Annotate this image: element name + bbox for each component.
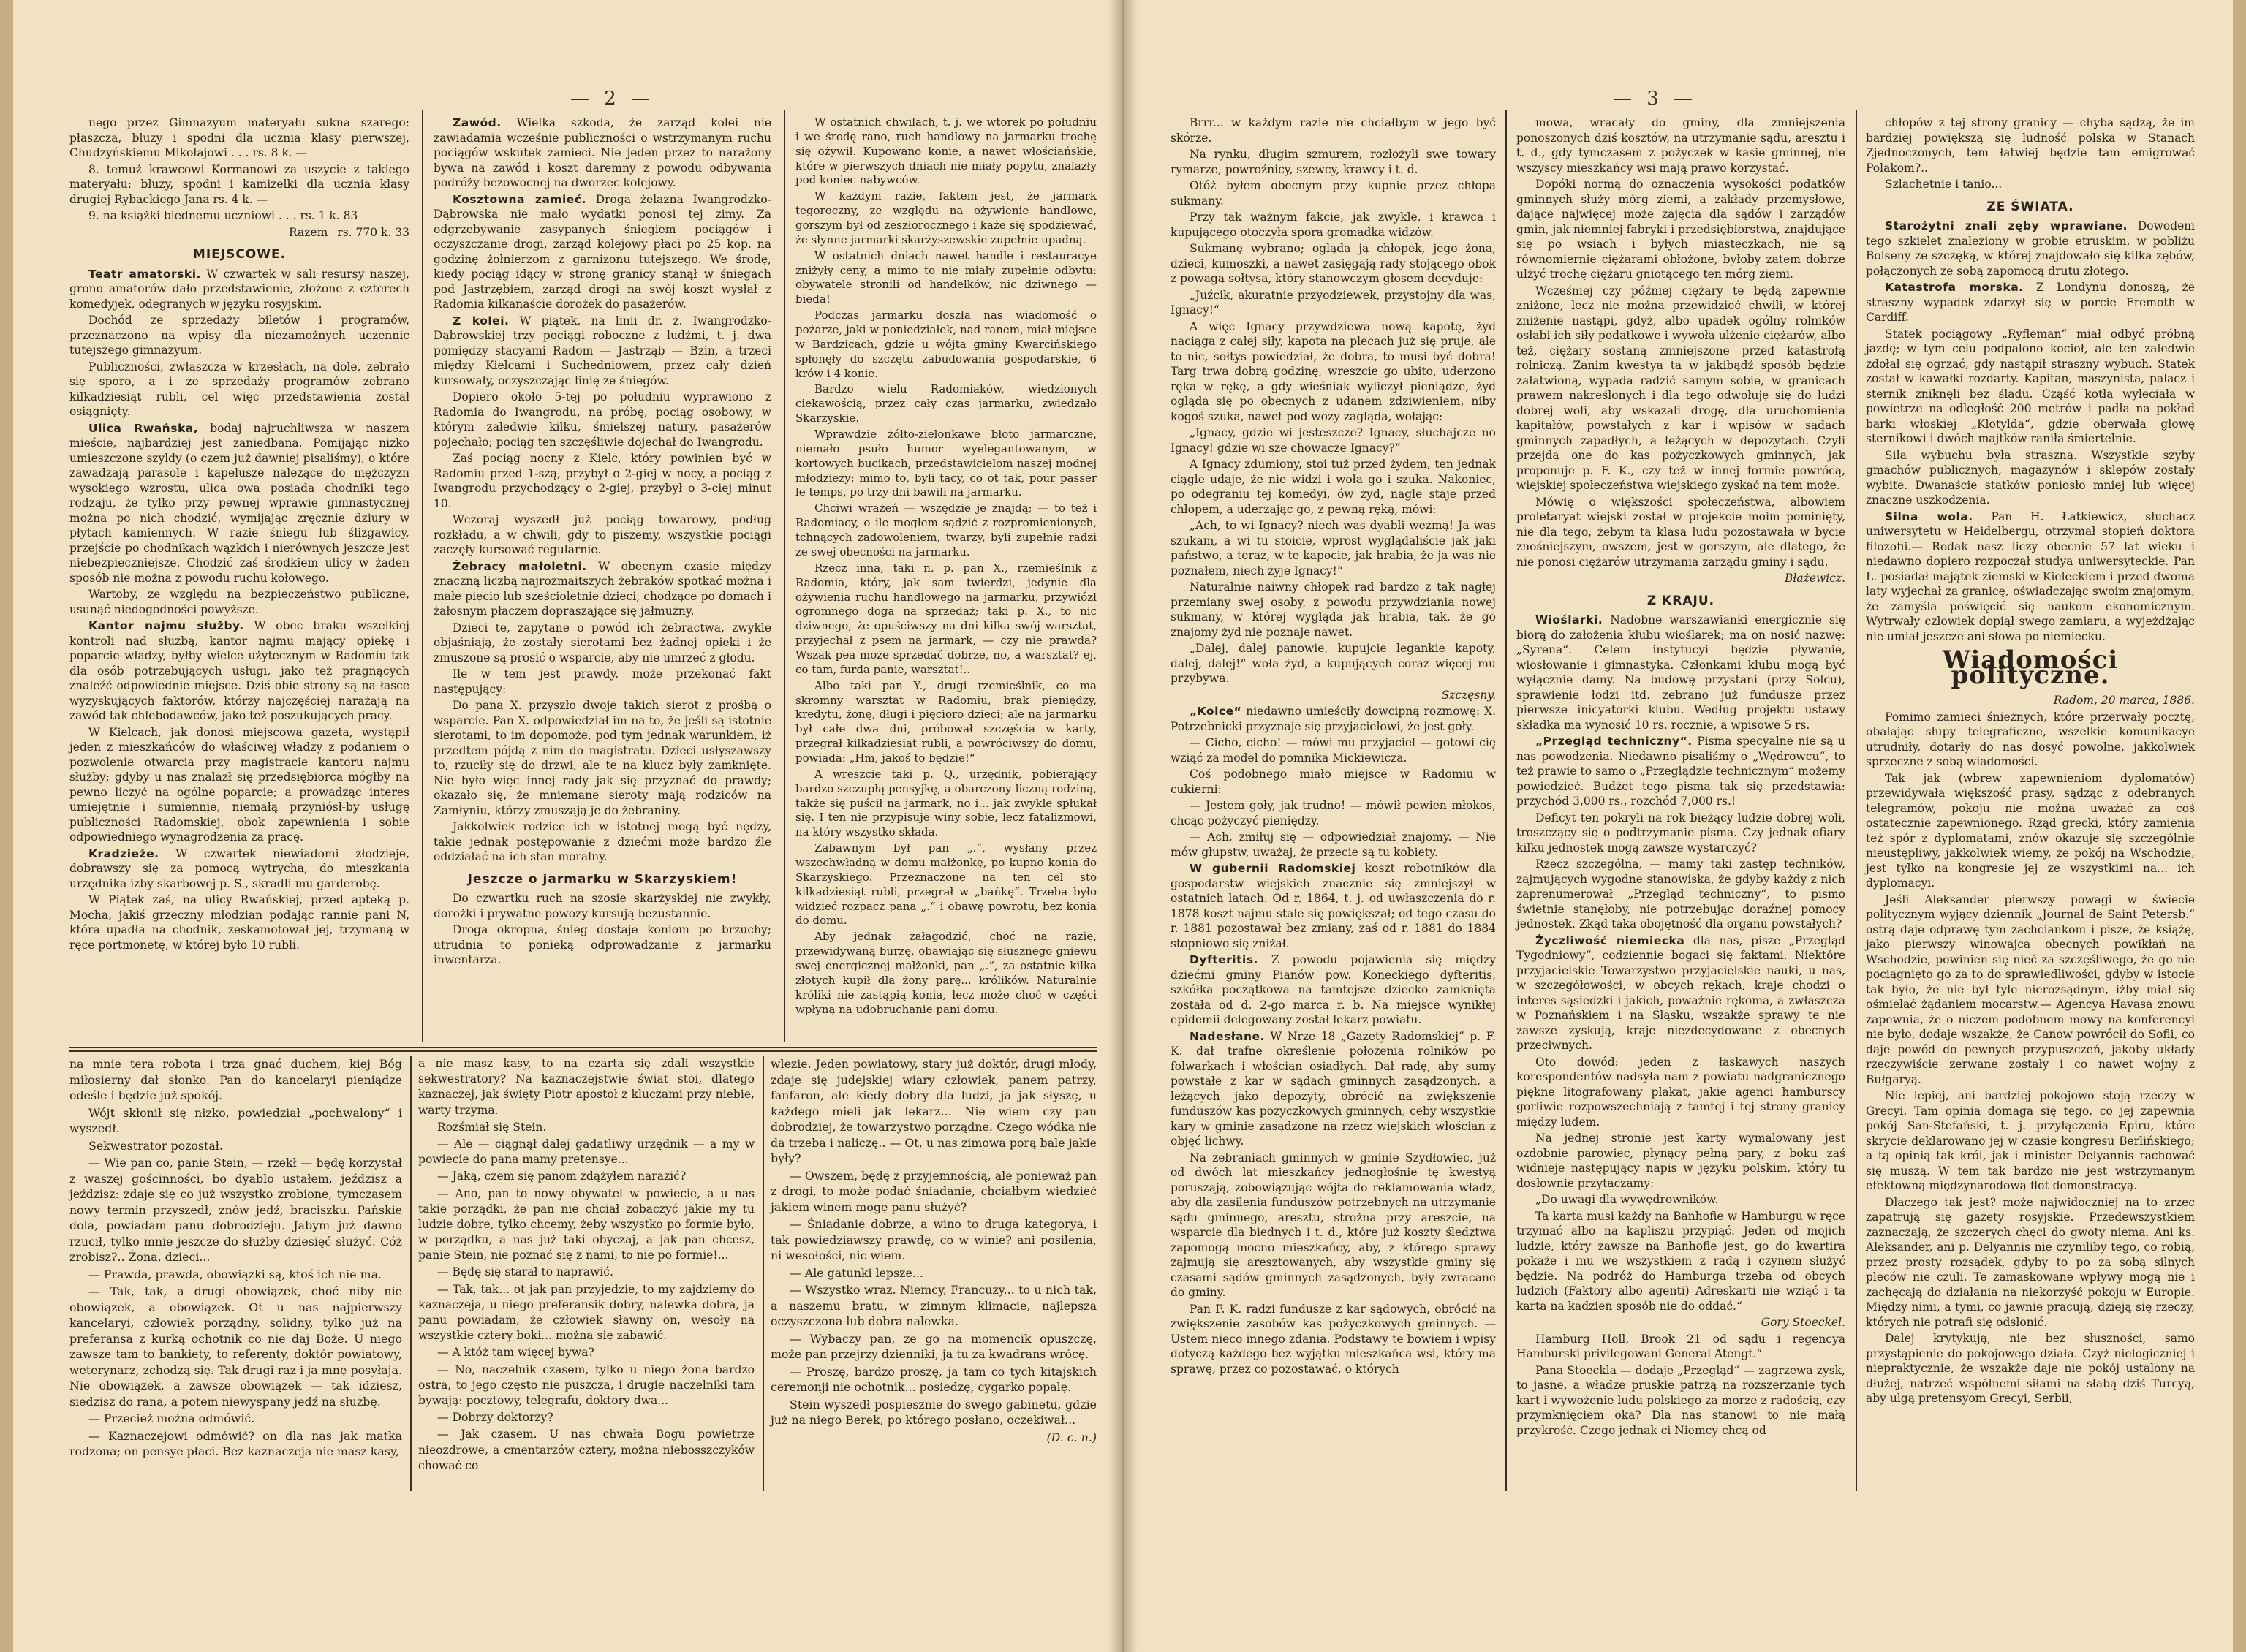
article-text: Aby jednak załagodzić, choć na razie, przewidywaną burzę, obawiając się słusznego gniewu swej energicznej małżonki, pan „.“, za ostatnie kilka złotych kupił dla żony parę... królików. Naturalnie króliki nie zastąpią konia, lecz może choć w części wpłyną na udobruchanie pani domu. bbox=[795, 930, 1097, 1016]
feuilleton-paragraph: — Przecież można odmówić. bbox=[88, 1412, 255, 1425]
article-paragraph bbox=[1516, 1363, 1845, 1439]
article-text: Rzecz inna, taki n. p. pan X., rzemieślnik z Radomia, który, jak sam twierdzi, jedynie dla ożywienia ruchu handlowego na jarmarku, przywiózł ogromnego doga na sprzedaż; taki p. X., to nic dziwnego, że opuściwszy na dni kilka swój warsztat, przyjechał z psem na jarmark, — czy nie prawda? Wszak pea może sprzedać dobrze, no, a warsztat? ej, co tam, furda panie, warsztat!.. bbox=[795, 561, 1097, 676]
article-text: Zaś pociąg nocny z Kielc, który powinien być w Radomiu przed 1-szą, przybył o 2-giej w nocy, a pociąg z Iwangrodu przychodzący o 2-giej, przybył o 3-ciej minut 10. bbox=[434, 452, 771, 510]
article-paragraph bbox=[1171, 518, 1496, 578]
article-paragraph bbox=[69, 725, 409, 845]
article-text: „Dalej, dalej panowie, kupujcie legankie kapoty, dalej, dalej!“ woła żyd, a kupujących coraz więcej mu przybywa. bbox=[1171, 642, 1496, 685]
article-paragraph bbox=[1516, 495, 1845, 570]
article-text: W czwartek w sali resursy naszej, grono amatorów dało przedstawienie, złożone z czterech komedyjek, odegranych w języku rosyjskim. bbox=[69, 267, 409, 311]
feuilleton-paragraph: — Wie pan co, panie Stein, — rzekł — będę korzystał z waszej gościnności, bo dyablo ustałem, jeździsz a jeździsz: zdaje się co już wszystko zrobione, tymczasem nowy termin przyszedł, znów jedź, braciszku. Pańskie dola, powiadam panu dobrodzieju. Jabym już dawno rzucił, tylko mnie jeszcze do służby dziesięć służyć. Cóż zrobisz?.. Żona, dzieci... bbox=[69, 1156, 402, 1264]
feuilleton-paragraph: — Proszę, bardzo proszę, ja tam co tych kitajskich ceremonji nie ochotnik... posiedzę, cygarko popalę. bbox=[771, 1364, 1097, 1394]
article-text: Statek pociągowy „Ryfleman“ miał odbyć próbną jazdę; w tym celu podpalono kocioł, ale ten zaledwie zdołał się ogrzać, gdy nastąpił straszny wybuch. Statek został w kawałki rozdarty. Kapitan, maszynista, palacz i sternik zniknęli bez śladu. Cząść kotła wyleciała w powietrze na odległość 200 metrów i padła na pokład barki włoskiej „Klotylda“, gdzie oberwała głowę sternikowi i dwóch majtków raniła śmiertelnie. bbox=[1866, 327, 2195, 445]
feuilleton-paragraph: — Tak, tak... ot jak pan przyjedzie, to my zajdziemy do kaznaczeja, u niego preferansik dobry, nalewka dobra, ja panu powiadam, że człowiek sławny on, wesoły na wszystkie cztery boki... można się zabawić. bbox=[418, 1282, 755, 1343]
article-lead: Dyfteritis. bbox=[1190, 953, 1258, 966]
article-text: Bardzo wielu Radomiaków, wiedzionych ciekawością, przez cały czas jarmarku, zwiedzało Skarzyskie. bbox=[795, 382, 1097, 425]
article-paragraph bbox=[1866, 1331, 2195, 1406]
left-column-2 bbox=[434, 115, 771, 969]
article-text: Rzecz szczególna, — mamy taki zastęp techników, zajmujących wygodne stanowiska, że gdyby każdy z nich zaprenumerował „Przegląd techniczny“, to pismo świetnie stanęłoby, nie potrzebując doraźnej pomocy jednostek. Zkąd taka obojętność dla organu powstałych? bbox=[1516, 857, 1845, 931]
article-paragraph bbox=[434, 698, 771, 818]
article-paragraph bbox=[1171, 1302, 1496, 1377]
article-paragraph bbox=[434, 390, 771, 450]
feuilleton-column-1 bbox=[69, 1056, 402, 1461]
page-fold bbox=[1108, 0, 1138, 1652]
right-page-number: — 3 — bbox=[1613, 88, 1698, 110]
article-paragraph bbox=[1516, 734, 1845, 809]
article-paragraph bbox=[795, 501, 1097, 559]
article-text: Wartoby, ze względu na bezpieczeństwo publiczne, usunąć niedogodności powyższe. bbox=[69, 588, 409, 616]
feuilleton-paragraph: Sekwestrator pozostał. bbox=[88, 1138, 223, 1153]
article-paragraph bbox=[795, 382, 1097, 426]
column-rule bbox=[763, 1056, 764, 1491]
article-text: Pana Stoeckla — dodaje „Przegląd“ — zagrzewa zysk, to jasne, a władze pruskie patrzą na rozszerzanie tych kart i wywożenie ludu polskiego za morze z radością, czy przymknięciem oka? Dla nas stanowi to nie małą przykrość. Czego jednak ci Niemcy chcą od bbox=[1516, 1363, 1845, 1437]
feuilleton-paragraph: — Dobrzy doktorzy? bbox=[437, 1411, 553, 1425]
feuilleton-paragraph: — Ale — ciągnął dalej gadatliwy urzędnik — a my w powiecie do pana mamy pretensye... bbox=[418, 1137, 755, 1167]
article-paragraph bbox=[795, 768, 1097, 840]
article-paragraph bbox=[1866, 1088, 2195, 1194]
section-heading: Z KRAJU. bbox=[1646, 593, 1715, 608]
article-paragraph bbox=[1516, 1131, 1845, 1191]
article-text: W obecnym czasie między znaczną liczbą najrozmaitszych żebraków spotkać można i małe pięcio lub sześcioletnie dzieci, chodzące po domach i żałosnym płaczem dopraszające się jałmużny. bbox=[434, 559, 772, 618]
article-paragraph bbox=[1866, 177, 2195, 192]
article-paragraph bbox=[434, 192, 771, 312]
section-heading-local: MIEJSCOWE. bbox=[192, 247, 287, 262]
article-text: Chciwi wrażeń — wszędzie je znajdą; — to też i Radomiacy, o ile mogłem sądzić z rozpromienionych, tchnących zadowoleniem, twarzy, byli zupełnie radzi ze swej obecności na jarmarku. bbox=[795, 501, 1097, 558]
article-paragraph bbox=[1866, 219, 2195, 279]
article-paragraph bbox=[1171, 861, 1496, 951]
feuilleton-paragraph: — Wszystko wraz. Niemcy, Francuzy... to u nich tak, a naszemu bratu, w zimnym klimacie, najlepsza oczyszczona lub dobra nalewka. bbox=[771, 1283, 1097, 1328]
article-paragraph bbox=[1171, 641, 1496, 686]
article-lead: Teatr amatorski. bbox=[88, 267, 201, 281]
article-text: Dalej krytykują, nie bez słuszności, samo przystąpienie do pokojowego działa. Czyż nielogiczniej i niepraktycznie, że wszakże daje nie pokój ustalony na dłużej, natrzeć wspólnemi siłami na słabą dziś Turcyą, aby ulgą pretensyom Grecyi, Serbii, bbox=[1866, 1332, 2195, 1405]
article-lead: Kantor najmu służby. bbox=[88, 619, 244, 632]
feuilleton-paragraph: — Prawda, prawda, obowiązki są, ktoś ich nie ma. bbox=[88, 1267, 382, 1281]
article-paragraph bbox=[795, 189, 1097, 247]
feuilleton-paragraph: — Jaką, czem się panom zdążyłem narazić? bbox=[437, 1170, 687, 1183]
article-lead: Nadesłane. bbox=[1190, 1029, 1265, 1043]
feuilleton-column-3 bbox=[771, 1056, 1097, 1447]
article-paragraph bbox=[1866, 509, 2195, 645]
byline: Radom, 20 marca, 1886. bbox=[2053, 694, 2195, 707]
left-column-3 bbox=[795, 115, 1097, 1018]
article-text: Dlaczego tak jest? może najwidoczniej na to zrzec zapatrują się gazety rosyjskie. Przedewszystkiem zaznaczają, że szczerych chęci do gwoty niema. Ani ks. Aleksander, ani p. Delyannis nie czyniliby tego, co robią, przez prosty rozsądek, gdyby to po za sobą silnych pleców nie czuli. Te zamaskowane wpływy mogą nie i zachęcają do działania na niekorzyść pokoju w Europie. Między nimi, a tymi, co jawnie pracują, dzieją się rzeczy, których nie potrafi się odsłonić. bbox=[1866, 1195, 2195, 1329]
left-page-number: — 2 — bbox=[570, 88, 655, 110]
article-paragraph bbox=[1516, 857, 1845, 932]
left-column-1 bbox=[69, 115, 409, 954]
article-text: Wielka szkoda, że zarząd kolei nie zawiadamia wcześnie publiczności o wstrzymanym ruchu pociągów wskutek zamieci. Nie jeden przez to narażony bywa na zawód i koszt daremny z powodu odbywania podróży bezowocnej na dworzec kolejowy. bbox=[434, 116, 771, 189]
article-text: Hamburg Holl, Brook 21 od sądu i regencya Hamburski privilegowani General Atengt.“ bbox=[1516, 1332, 1845, 1360]
article-text: A wreszcie taki p. Q., urzędnik, pobierający bardzo szczupłą pensyjkę, a obarczony liczną rodziną, także się puścił na jarmark, no i... jak zwykle spłukał się. I ten nie przypisuje winy sobie, lecz fatalizmowi, na który wszystko składa. bbox=[795, 767, 1097, 839]
article-paragraph bbox=[434, 891, 771, 921]
article-text: Publiczności, zwłaszcza w krzesłach, na dole, zebrało się sporo, a i ze sprzedaży programów zebrano kilkadziesiąt rubli, cel więc przedstawienia został osiągnięty. bbox=[69, 360, 409, 418]
list-item: 8. temuż krawcowi Kormanowi za uszycie z takiego materyału: bluzy, spodni i kamizelki dla ucznia klasy drugiej Rybackiego Jana rs. 4 k. — bbox=[69, 162, 409, 206]
article-paragraph bbox=[1171, 115, 1496, 145]
article-text: Otóż byłem obecnym przy kupnie przez chłopa sukmany. bbox=[1171, 179, 1496, 208]
article-paragraph bbox=[1516, 811, 1845, 856]
article-paragraph bbox=[69, 267, 409, 312]
article-text: Dochód ze sprzedaży biletów i programów, przeznaczono na wpisy dla niezamożnych uczennic tutejszego gimnazyum. bbox=[69, 314, 409, 357]
article-text: Podczas jarmarku doszła nas wiadomość o pożarze, jaki w poniedziałek, nad ranem, miał miejsce w Bardzicach, gdzie u wójta gminy Kwarcińskiego spłonęły do szczętu zabudowania gospodarskie, 6 krów i 4 konie. bbox=[795, 308, 1097, 380]
article-text: Naturalnie naiwny chłopek rad bardzo z tak nagłej przemiany swej osoby, z powodu przywdziania nowej sukmany, w której wygląda jak hrabia, tak, że go znajomy żyd nie poznaje nawet. bbox=[1171, 580, 1496, 639]
article-paragraph bbox=[434, 621, 771, 666]
list-item: 9. na książki biednemu uczniowi . . . rs. 1 k. 83 bbox=[88, 209, 358, 222]
article-text: dla nas, pisze „Przegląd Tygodniowy“, codziennie bogaci się faktami. Niektóre przyjacielskie Towarzystwo przyjacielskie nauki, u nas, w szczegółowości, w obcych rękach, kraje chodzi o interes sąsiedzki i jakich, poważnie rękoma, a zwłaszcza w Poznańskiem i na Śląsku, wszakże sprawy te nie zawsze zyskują, kraje niezdecydowane z obecnych przeciwnych. bbox=[1516, 933, 1845, 1052]
feuilleton-paragraph: Rozśmiał się Stein. bbox=[437, 1120, 547, 1134]
article-paragraph bbox=[69, 587, 409, 617]
article-paragraph bbox=[69, 313, 409, 358]
article-paragraph bbox=[434, 115, 771, 191]
article-text: W ostatnich chwilach, t. j. we wtorek po południu i we środę rano, ruch handlowy na jarmarku trochę się ożywił. Kupowano konie, a nawet włościańskie, które w pierwszych dniach nie miały popytu, znalazły pod koniec nabywców. bbox=[795, 115, 1097, 187]
feuilleton-paragraph: Stein wyszedł pospiesznie do swego gabinetu, gdzie już na niego Berek, po którego posłano, oczekiwał... bbox=[771, 1397, 1097, 1427]
article-text: Do czwartku ruch na szosie skarżyskiej nie zwykły, dorożki i prywatne powozy kursują bezustannie. bbox=[434, 892, 771, 920]
right-page-edge bbox=[2233, 0, 2246, 1652]
article-paragraph bbox=[434, 314, 771, 389]
article-paragraph bbox=[1516, 1055, 1845, 1130]
article-text: Przy tak ważnym fakcie, jak zwykle, i krawca i kupującego otoczyła spora gromadka widzów. bbox=[1171, 211, 1496, 239]
feuilleton-rule bbox=[69, 1050, 1097, 1052]
article-text: Ile w tem jest prawdy, może przekonać fakt następujący: bbox=[434, 667, 771, 696]
article-paragraph bbox=[1171, 288, 1496, 318]
article-paragraph bbox=[1171, 1151, 1496, 1300]
article-paragraph bbox=[1171, 735, 1496, 765]
article-text: W Piątek zaś, na ulicy Rwańskiej, przed apteką p. Mocha, jakiś grzeczny młodzian podając rannie pani N, która upadła na chodnik, zeskamotował jej, trzymaną w ręce portmonetę, w której było 10 rubli. bbox=[69, 893, 409, 952]
article-text: Na zebraniach gminnych w gminie Szydłowiec, już od dwóch lat mieszkańcy jednogłośnie tę kwestyą poruszają, zobowiązując wójta do reklamowania władz, aby dla zasilenia funduszów potrzebnych na utrzymanie sądu gminnego, aresztu, strożna przy areszcie, na wsparcie dla biednych i t. d., które już koszty śledztwa zapomogą mocno mieszkańcy, aby, z którego sprawy zajmują się aresztowanych, aby wszystkie gminy się czasami sądów gminnych zasądzonych, były zwracane do gminy. bbox=[1171, 1151, 1496, 1299]
column-rule bbox=[410, 1056, 412, 1491]
article-lead: Katastrofa morska. bbox=[1885, 281, 2024, 294]
article-text: Dzieci te, zapytane o powód ich żebractwa, zwykle objaśniają, że zostały sierotami bez żadnej opieki i że zmuszone są prosić o wsparcie, aby nie umrzeć z głodu. bbox=[434, 621, 771, 664]
feuilleton-paragraph: na mnie tera robota i trza gnać duchem, kiej Bóg miłosierny dał słonko. Pan do kancelaryi pieniądze odeśle i będzie już spokój. bbox=[69, 1057, 402, 1102]
article-lead: Ulica Rwańska, bbox=[88, 421, 199, 435]
article-paragraph bbox=[1171, 457, 1496, 517]
article-paragraph bbox=[1866, 710, 2195, 770]
article-text: Dowodem tego szkielet znaleziony w grobie etruskim, w pobliżu Bolseny ze szczęką, w której znajdowało się kilka zębów, połączonych ze sobą zapomocą drutu złotego. bbox=[1866, 219, 2195, 278]
right-page bbox=[1123, 0, 2246, 1652]
byline: Szczęsny. bbox=[1441, 688, 1496, 702]
feuilleton-column-3-text bbox=[771, 1056, 1097, 1428]
article-text: A Ignacy zdumiony, stoi tuż przed żydem, ten jednak ciągle udaje, że nie widzi i woła go i szuka. Nakoniec, po odegraniu tej komedyi, ów żyd, nagle staje przed chłopem, a uderzając go, z pewną ręką, mówi: bbox=[1171, 458, 1496, 516]
feuilleton-paragraph: Wójt skłonił się nizko, powiedział „pochwalony“ i wyszedł. bbox=[69, 1105, 402, 1135]
article-lead: Kradzieże. bbox=[88, 846, 159, 860]
article-text: Nadobne warszawianki energicznie się biorą do założenia klubu wioślarek; ma on nosić nazwę: „Syrena“. Celem instytucyi będzie pływanie, wiosłowanie i gimnastyka. Członkami klubu mogą być wyłącznie damy. Na budowę przystani (przy Solcu), sprawienie łodzi itd. zebrano już fundusze przez pierwsze inicyatorki klubu. Według projektu ustawy składka ma wynosić 10 rs. rocznie, a wpisowe 5 rs. bbox=[1516, 613, 1845, 732]
right-column-3 bbox=[1866, 115, 2195, 1408]
article-lead: Kosztowna zamieć. bbox=[453, 192, 586, 206]
left-page-edge bbox=[0, 0, 13, 1652]
article-text: Zabawnym był pan „.“, wysłany przez wszechwładną w domu małżonkę, po kupno konia do Skarzyskiego. Przeznaczone na ten cel sto kilkadziesiąt rubli, przegrał w „bańkę“. Trzeba było widzieć rozpacz pana „.“ i obawę powrotu, bez konia do domu. bbox=[795, 841, 1097, 928]
article-lead: Wioślarki. bbox=[1535, 613, 1603, 626]
feuilleton-paragraph: — A któż tam więcej bywa? bbox=[437, 1346, 594, 1360]
column-rule bbox=[1505, 110, 1507, 1491]
article-paragraph bbox=[434, 819, 771, 865]
article-lead: Życzliwość niemiecka bbox=[1535, 933, 1685, 947]
article-text: Deficyt ten pokryli na rok bieżący ludzie dobrej woli, troszczący się o podtrzymanie pisma. Czy jednak ofiary kilku jednostek mogą zawsze wystarczyć? bbox=[1516, 811, 1845, 855]
article-text: — Ach, zmiłuj się — odpowiedział znajomy. — Nie mów głupstw, uważaj, że przecie są tu kobiety. bbox=[1171, 830, 1496, 859]
article-paragraph bbox=[1866, 771, 2195, 891]
article-paragraph bbox=[795, 308, 1097, 381]
feuilleton-paragraph: — Śniadanie dobrze, a wino to druga kategorya, i tak powiedziawszy prawdę, co w winie? ani posilenia, ni wesołości, nic wiem. bbox=[771, 1217, 1097, 1262]
article-paragraph bbox=[795, 930, 1097, 1017]
feuilleton-column-2 bbox=[418, 1056, 755, 1475]
article-paragraph bbox=[795, 249, 1097, 307]
article-paragraph bbox=[434, 451, 771, 511]
article-text: Albo taki pan Y., drugi rzemieślnik, co ma skromny warsztat w Radomiu, brak pieniędzy, kredytu, żonę, długi i pięcioro dzieci; ale na jarmarku był całe dwa dni, próbował szczęścia w karty, przegrał kilkadziesiąt rubli, a powróciwszy do domu, powiada: „Hm, jakoś to będzie!“ bbox=[795, 678, 1097, 765]
article-paragraph bbox=[1516, 1209, 1845, 1314]
article-text: W piątek, na linii dr. ż. Iwangrodzko-Dąbrowskiej trzy pociągi roboczne z ludźmi, t. j. dwa pomiędzy stacyami Radom — Jastrząb — Bzin, a trzeci między Kielcami i Suchedniowem, przez cały dzień kursowały, oczyszczając linię ze śniegów. bbox=[434, 314, 772, 387]
article-paragraph bbox=[1171, 147, 1496, 177]
article-text: W Kielcach, jak donosi miejscowa gazeta, wystąpił jeden z mieszkańców do właściwej władzy z podaniem o pozwolenie otwarcia przy magistracie kantoru najmu służby; gdyby u nas znalazł się przedsiębiorca mógłby na pewno liczyć na ogólne poparcie; a prowadząc interes umiejętnie i sumiennie, niemałą przyniósł-by usługę publiczności Radomskiej, obok zapewnienia i sobie odpowiedniego wynagrodzenia za pracę. bbox=[69, 725, 409, 844]
article-text: „Ach, to wi Ignacy? niech was dyabli wezmą! Ja was szukam, a wi tu stoicie, wprost wyglądaliście jak jaki państwo, a teraz, w te kapocie, jak hrabia, że ja was nie poznałem, niech żyje Ignacy!“ bbox=[1171, 519, 1496, 577]
article-lead: „Kolce“ bbox=[1190, 705, 1242, 718]
byline: Błażewicz. bbox=[1785, 572, 1845, 585]
article-paragraph bbox=[434, 667, 771, 697]
article-paragraph bbox=[1516, 177, 1845, 282]
article-paragraph bbox=[1171, 767, 1496, 797]
feuilleton-paragraph: — Wybaczy pan, że go na momencik opuszczę, może pan przejrzy dzienniki, ja tu za kwadrans wrócę. bbox=[771, 1331, 1097, 1361]
article-lead: Silna wola. bbox=[1885, 509, 1973, 523]
article-text: W ostatnich dniach nawet handle i restauracye zniżyły ceny, a mimo to nie miały zupełnie odbytu: obywatele stronili od handelków, nic dziwnego — bieda! bbox=[795, 249, 1097, 306]
article-text: Pomimo zamieci śnieżnych, które przerwały pocztę, obalając słupy telegraficzne, wszelkie komunikacye utrudniły, dotarły do nas dosyć powolne, jakkolwiek sprzeczne z sobą wiadomości. bbox=[1866, 710, 2195, 768]
article-text: — Cicho, cicho! — mówi mu przyjaciel — gotowi cię wziąć za model do pomnika Mickiewicza. bbox=[1171, 736, 1496, 765]
article-paragraph bbox=[795, 115, 1097, 188]
article-text: Na jednej stronie jest karty wymalowany jest ozdobnie parowiec, płynący pełną pary, z boku zaś widnieje następujący napis w języku polskim, który tu dosłownie przytaczamy: bbox=[1516, 1132, 1845, 1190]
article-paragraph bbox=[434, 922, 771, 968]
article-paragraph bbox=[1866, 115, 2195, 175]
article-lead: „Przegląd techniczny“. bbox=[1535, 735, 1693, 748]
article-paragraph bbox=[69, 846, 409, 892]
column-rule bbox=[1856, 110, 1857, 1491]
article-paragraph bbox=[69, 618, 409, 724]
feuilleton-rule bbox=[69, 1047, 1097, 1048]
feuilleton-paragraph: — Tak, tak, a drugi obowiązek, choć niby nie obowiązek, a obowiązek. Ot u nas najpierwszy kancelaryi, człowiek porządny, solidny, tylko już na preferansa z kurką ochotnik co nie daj Boże. U niego zawsze tam to bankiety, to referenty, doktór powiatowy, weterynarz, zchodzą się. Tak drugi raz i ja mnę posyłają. Nie obowiązek, a zawsze obowiązek — tak idziesz, siedzisz do rana, a potem niewyspany jedź na służbę. bbox=[69, 1284, 402, 1409]
article-paragraph bbox=[795, 679, 1097, 766]
article-text: Wczoraj wyszedł już pociąg towarowy, podług rozkładu, a w chwili, gdy to piszemy, wszystkie pociągi zaczęły kursować regularnie. bbox=[434, 513, 771, 556]
article-text: Wprawdzie żółto-zielonkawe błoto jarmarczne, niemało psuło humor wyelegantowanym, w kortowych bucikach, przedstawicielom naszej modnej młodzieży: mimo to, byli tacy, co ot tak, pour passer le temps, po trzy dni bawili na jarmarku. bbox=[795, 428, 1097, 499]
article-text: Ta karta musi każdy na Banhofie w Hamburgu w ręce trzymać albo na kapliszu przypiąć. Jeden od mojich ludzie, który zawsze na Banhofie jest, go do kwartira pokaże i mu we wszystkiem z radą i czynem służyć będzie. Na podróż do Hamburga trzeba od obcych ludzich (Faktory albo agenti) Adreskarti nie wziąć i ta karta na kadzien sposób nie do oddać.“ bbox=[1516, 1209, 1845, 1313]
article-text: Droga żelazna Iwangrodzko-Dąbrowska nie mało wydatki ponosi tej zimy. Za odgrzebywanie zasypanych śniegiem pociągów i oczyszczanie drogi, zarząd kolejowy płaci po 25 kop. na godzinę żołnierzom z garnizonu tutejszego. We środę, kiedy pociąg idący w stronę granicy stanął w śniegach pod Jastrzębiem, zarząd drogi na swój koszt wysłał z Radomia kilkanaście dorożek do pasażerów. bbox=[434, 192, 771, 311]
article-text: W każdym razie, faktem jest, że jarmark tegoroczny, ze względu na ożywienie handlowe, gorszym był od zeszłorocznego i każe się spodziewać, że słynne jarmarki skarżyszewskie zupełnie upadną. bbox=[795, 189, 1097, 246]
article-text: Dopiero około 5-tej po południu wyprawiono z Radomia do Iwangrodu, na próbę, pociąg osobowy, w którym zaledwie kilku, śmielszej natury, pasażerów pojechało; pociąg ten szczęśliwie dojechał do Iwangrodu. bbox=[434, 390, 771, 449]
article-text: bodaj najruchliwsza w naszem mieście, najbardziej jest zaniedbana. Pomijając nizko umieszczone szyldy (o czem już dawniej pisaliśmy), o które zawadzają parasole i kapelusze należące do mężczyzn wysokiego wzrostu, ulica owa posiada chodniki tego rodzaju, że tylko przy pewnej wprawie gimnastycznej można po nich chodzić, wymijając zręcznie dziury w płytach kamiennych. W razie śniegu lub ślizgawicy, przejście po chodnikach wązkich i nierównych jeszcze jest niebezpieczniejsze. Chodzić zaś środkiem ulicy w żaden sposób nie można z powodu ruchu kołowego. bbox=[69, 421, 410, 585]
article-paragraph bbox=[1171, 830, 1496, 860]
article-paragraph bbox=[1171, 319, 1496, 425]
article-lead: Z kolei. bbox=[453, 314, 510, 327]
article-text: Jeśli Aleksander pierwszy powagi w świecie politycznym wyjący dziennik „Journal de Saint Petersb.“ ostrą daje odprawę tym zachciankom i pisze, że książę, jako pierwszy winowajca obecnych powikłań na Wschodzie, powinien się nieć za szczęśliwego, że go nie pociągnięto go za to do sprawiedliwości, gdyby w istocie tak było, że nie był tyle nierozsądnym, iżby miał się ośmielać żądaniem mocarstw.— Agencya Havasa znowu zapewnia, że o niczem podobnem mowy na konferencyi nie było, dodaje wszakże, że Canow powrócił do Sofii, co daje powód do pewnych przypuszczeń, jakoby układy rzeczywiście zerwane zostały i co nawet wojny z Bułgaryą. bbox=[1866, 893, 2195, 1086]
right-column-1 bbox=[1171, 115, 1496, 1378]
article-paragraph bbox=[1171, 704, 1496, 734]
article-text: mowa, wracały do gminy, dla zmniejszenia ponoszonych dziś kosztów, na utrzymanie sądu, aresztu i t. d., gdy tymczasem z pożyczek w kasie gminnej, nie wszyscy mieszkańcy wsi mają prawo korzystać. bbox=[1516, 116, 1845, 175]
article-text: Pan F. K. radzi fundusze z kar sądowych, obrócić na zwiększenie zasobów kas pożyczkowych gminnych. — Ustem nieco innego zdania. Podstawy te bowiem i wpisy dotyczą każdego bez wyjątku mieszkańca wsi, który ma sprawę, przez co pozostawać, o których bbox=[1171, 1302, 1496, 1376]
article-text: Pan H. Łatkiewicz, słuchacz uniwersytetu w Heidelbergu, otrzymał stopień doktora filozofii.— Rodak nasz liczy obecnie 57 lat wieku i niedawno dopiero rozpoczął studya uniwersyteckie. Pan Ł. posiadał majątek ziemski w Kieleckiem i przed dwoma laty wyjechał za granicę, oświadczając swoim znajomym, że zamyśla poświęcić się naukom ekonomicznym. Wytrwały człowiek dopiął swego zamiaru, a wyjeżdżając nie umiał jeszcze ani słowa po niemiecku. bbox=[1866, 509, 2195, 643]
article-lead: Żebracy małoletni. bbox=[453, 559, 587, 573]
feuilleton-paragraph: — Ale gatunki lepsze... bbox=[790, 1265, 923, 1280]
article-lead: Starożytni znali zęby wprawiane. bbox=[1885, 219, 2128, 232]
byline: Gory Stoeckel. bbox=[1761, 1316, 1845, 1329]
article-text: Oto dowód: jeden z łaskawych naszych korespondentów nadsyła nam z powiatu nadgranicznego piękne litografowany plakat, jakie agenci hamburscy gorliwie rozpowszechniają z tamtej i tej strony granicy między ludem. bbox=[1516, 1055, 1845, 1129]
article-paragraph bbox=[1866, 893, 2195, 1088]
article-paragraph bbox=[795, 841, 1097, 928]
column-rule bbox=[784, 110, 785, 1042]
article-text: W czwartek niewiadomi złodzieje, dobrawszy się za pomocą wytrycha, do mieszkania urzędnika izby skarbowej p. S., skradli mu garderobę. bbox=[69, 846, 409, 890]
article-paragraph bbox=[1516, 1192, 1845, 1208]
list-item: nego przez Gimnazyum materyału sukna szarego: płaszcza, bluzy i spodni dla ucznia klasy pierwszej, Chudzyńskiemu Mikołajowi . . . rs. 8 k. — bbox=[69, 116, 409, 159]
article-text: Na rynku, długim szmurem, rozłożyli swe towary rymarze, powroźnicy, szewcy, krawcy i t. d. bbox=[1171, 148, 1496, 176]
article-text: Pisma specyalne nie są u nas powodzenia. Niedawno pisaliśmy o „Wędrowcu“, to też prawie to samo o „Przeglądzie technicznym“ możemy powiedzieć. Budżet tego pisma tak się przedstawia: przychód 3,000 rs., rozchód 7,000 rs.! bbox=[1516, 735, 1846, 808]
article-paragraph bbox=[1866, 280, 2195, 325]
column-rule bbox=[422, 110, 423, 1042]
article-text: Coś podobnego miało miejsce w Radomiu w cukierni: bbox=[1171, 768, 1496, 796]
article-paragraph bbox=[1516, 1332, 1845, 1362]
article-paragraph bbox=[1171, 952, 1496, 1028]
article-paragraph bbox=[1171, 580, 1496, 640]
article-paragraph bbox=[1516, 115, 1845, 175]
expense-total-label: Razem bbox=[289, 225, 328, 239]
article-text: Jakkolwiek rodzice ich w istotnej mogą być nędzy, takie jednak postępowanie z dziećmi może bardzo źle oddziałać na ich stan moralny. bbox=[434, 820, 771, 863]
political-news-title: Wiadomości polityczne. bbox=[1942, 645, 2119, 690]
article-paragraph bbox=[1516, 284, 1845, 493]
to-be-continued: (D. c. n.) bbox=[1046, 1430, 1097, 1444]
article-text: Dopóki normą do oznaczenia wysokości podatków gminnych służy mórg ziemi, a zakłady przemysłowe, dające najwięcej może zajęcia dla sądów i zarządów gmin, jak niemniej fabryki i przedsiębiorstwa, znajdujące się po wsiach i byłych miasteczkach, nie są równomiernie ciężarami obłożone, byłoby zatem dobrze ulżyć trochę ciężaru gniotącego ten mórg ziemi. bbox=[1516, 178, 1845, 281]
article-text: Mówię o większości społeczeństwa, albowiem proletaryat wiejski został w projekcie moim pominięty, nie dla tego, żebym ta klasa ludu pozostawała w bycie znośniejszym, owszem, jest w gorszym, ale dlatego, że nie ponosi ciężarów utrzymania zarządu gminy i sądu. bbox=[1516, 495, 1845, 569]
article-text: A więc Ignacy przywdziewa nową kapotę, żyd naciąga z całej siły, kapota na plecach już się pruje, ale to nic, sołtys powiedział, że dobra, to musi być dobra! Targ trwa dobrą godzinę, wreszcie go ubito, uderzono ręka w rękę, a gdy wieśniak wyliczył pieniądze, żyd ogląda się po obecnych z udanem zdziwieniem, niby kogoś szuka, nawet pod wozy zagląda, wołając: bbox=[1171, 319, 1496, 423]
article-paragraph bbox=[1171, 241, 1496, 287]
section-heading: Jeszcze o jarmarku w Skarzyskiem! bbox=[467, 871, 738, 887]
article-paragraph bbox=[1866, 327, 2195, 447]
article-paragraph bbox=[434, 512, 771, 558]
local-news-body bbox=[69, 267, 409, 953]
article-text: Do pana X. przyszło dwoje takich sierot z prośbą o wsparcie. Pan X. odpowiedział im na to, że jeśli są istotnie sierotami, to im dopomoże, pod tym jednak warunkiem, iż przedtem pójdą z nim do magistratu. Dzieci usłyszawszy to, rzuciły się do drzwi, ale te na klucz były zamknięte. Nie było więc innej rady jak się przyznać do prawdy; okazało się, że mniemane sieroty mają rodziców na Zamłyniu, którzy zmuszają je do żebraniny. bbox=[434, 699, 771, 817]
article-text: Nie lepiej, ani bardziej pokojowo stoją rzeczy w Grecyi. Tam opinia domaga się tego, co jej zapewnia pokój San-Stefański, t. j. przyłączenia Epiru, które skrycie deklarowano jej w czasie kongresu Berlińskiego; a tą opinią tak król, jak i minister Delyannis rachować się muszą. W tem tak bardzo nie jest wstrzymanym efektowną międzynarodową flot demonstracyą. bbox=[1866, 1089, 2195, 1192]
article-text: „Juźcik, akuratnie przyodziewek, przystojny dla was, Ignacy!“ bbox=[1171, 288, 1496, 317]
article-text: „Ignacy, gdzie wi jesteszcze? Ignacy, słuchajcze no Ignacy! gdzie wi sze chowacze Ignacy?“ bbox=[1171, 426, 1496, 455]
article-paragraph bbox=[1516, 933, 1845, 1053]
expense-list bbox=[69, 115, 409, 224]
article-text: W Nrze 18 „Gazety Radomskiej“ p. F. K. dał trafne określenie położenia rolników po folwarkach i włościan osiadłych. Dał radę, aby sumy powstałe z kar w sądach gminnych zasądzonych, a leżących jako depozyty, obrócić na zwiększenie funduszów kas pożyczkowych gminnych, ceby wszystkie kary w gminie zasądzone na rzecz wiejskich włościan z objęć lichwy. bbox=[1171, 1029, 1496, 1148]
article-text: — Jestem goły, jak trudno! — mówił pewien młokos, chcąc pożyczyć pieniędzy. bbox=[1171, 799, 1496, 827]
article-paragraph bbox=[1171, 210, 1496, 240]
article-paragraph bbox=[1866, 1195, 2195, 1330]
article-paragraph bbox=[1171, 178, 1496, 208]
article-paragraph bbox=[1516, 613, 1845, 732]
article-text: Droga okropna, śnieg dostaje koniom po brzuchy; utrudnia to ponieką odprowadzanie z jarmarku inwentarza. bbox=[434, 923, 771, 966]
right-column-2 bbox=[1516, 115, 1845, 1439]
expense-total bbox=[69, 225, 409, 240]
article-text: Sukmanę wybrano; ogląda ją chłopek, jego żona, dzieci, kumoszki, a nawet zasięgają rady stojącego obok z powagą sołtysa, który stanowczym głosem decyduje: bbox=[1171, 242, 1496, 285]
feuilleton-paragraph: — No, naczelnik czasem, tylko u niego żona bardzo ostra, to jego często nie puszcza, i drugie naczelniki tam bywają: pocztowy, telegrafu, doktory dwa... bbox=[418, 1363, 755, 1407]
article-paragraph bbox=[795, 428, 1097, 500]
article-paragraph bbox=[434, 559, 771, 619]
article-paragraph bbox=[69, 421, 409, 586]
feuilleton-paragraph: — Jak czasem. U nas chwała Bogu powietrze nieozdrowe, a cmentarzów cztery, można niebosszczyków chować co bbox=[418, 1428, 755, 1472]
article-text: chłopów z tej strony granicy — chyba sądzą, że im bardziej powiększą się ludność polska w Stanach Zjednoczonych, tem łatwiej będzie tam emigrować Polakom?.. bbox=[1866, 116, 2195, 175]
article-text: „Do uwagi dla wywędrowników. bbox=[1535, 1193, 1719, 1206]
feuilleton-paragraph: — Kaznaczejowi odmówić? on dla nas jak matka rodzona; on pensye płaci. Bez kaznaczeja nie masz kasy, bbox=[69, 1428, 402, 1458]
article-text: Siła wybuchu była straszną. Wszystkie szyby gmachów publicznych, magazynów i sklepów zostały wybite. Dwanaście statków poniosło mniej lub więcej znaczne uszkodzenia. bbox=[1866, 448, 2195, 507]
article-text: koszt robotników dla gospodarstw wiejskich znacznie się zmniejszył w ostatnich latach. Od r. 1864, t. j. od uwłaszczenia do r. 1878 koszt najmu stale się powiększał; od tego czasu do r. 1881 pozostawał bez zmiany, zaś od r. 1881 do 1884 stopniowo się zniżał. bbox=[1171, 862, 1496, 950]
article-text: Z Londynu donoszą, że straszny wypadek zdarzył się w porcie Fremoth w Cardiff. bbox=[1866, 281, 2195, 324]
article-text: W obec braku wszelkiej kontroli nad służbą, kantor najmu mający opiekę i poparcie władzy, byłby wielce użytecznym w Radomiu tak dla osób potrzebujących usługi, jako też pragnących znaleźć odpowiednie miejsce. Dziś obie strony są na łasce wyzyskujących faktorów, którzy najczęściej narażają na zawód tak chlebodawców, jako też poszukujących pracy. bbox=[69, 619, 409, 722]
article-paragraph bbox=[1171, 425, 1496, 455]
article-paragraph bbox=[69, 360, 409, 420]
article-lead: Zawód. bbox=[453, 116, 502, 129]
article-text: Z powodu pojawienia się między dziećmi gminy Pianów pow. Koneckiego dyfteritis, szkółka początkowa na tamtejsze dziecko zamknięta została od d. 2-go marca r. b. Na miejsce wynikłej epidemii delegowany został lekarz powiatu. bbox=[1171, 953, 1496, 1026]
section-heading: ZE ŚWIATA. bbox=[1986, 199, 2074, 214]
feuilleton-paragraph: a nie masz kasy, to na czarta się zdali wszystkie sekwestratory? Na kaznaczejstwie świat stoi, dlatego kaznaczej, jak święty Piotr apostoł z kluczami przy niebie, warty trzyma. bbox=[418, 1057, 755, 1117]
article-paragraph bbox=[1171, 798, 1496, 828]
article-text: Tak jak (wbrew zapewnieniom dyplomatów) przewidywała większość prasy, sądząc z odebranych telegramów, pokoju nie można uważać za coś ostatecznie zapewnionego. Rząd grecki, który zamienia też spór z dyplomatami, znów okazuje się szczególnie nieustępliwy, jakkolwiek wiemy, że pokój na Wschodzie, jest tylko na kongresie jej ze wszystkimi na... ich dyplomacyi. bbox=[1866, 771, 2195, 890]
article-text: niedawno umieściły dowcipną rozmowę: X. Potrzebnicki przyznaje się przyjacielowi, że jest goły. bbox=[1171, 705, 1496, 733]
feuilleton-paragraph: wlezie. Jeden powiatowy, stary już doktór, drugi młody, zdaje się judejskiej wiary człowiek, panem patrzy, fanfaron, ale kiedy dobry dla ludzi, ja jak słyszę, u każdego mieli jak lekarz... Nie wiem czy pan dobrodziej, że towarzystwo porządne. Czego wódka nie da trzeba i naliczę.. — Ot, u nas zimowa porą bale jakie były? bbox=[771, 1057, 1097, 1165]
feuilleton-paragraph: — Ano, pan to nowy obywatel w powiecie, a u nas takie porządki, że pan nie chciał zobaczyć jakie my tu ludzie dobre, tylko chcemy, żeby wszystko po formie było, w porządku, a nas już taki obyczaj, a jak pan chcesz, panie Stein, nie poznać się z nami, to nie po formie!... bbox=[418, 1186, 755, 1262]
article-paragraph bbox=[795, 561, 1097, 678]
article-paragraph bbox=[1866, 448, 2195, 508]
article-text: Wcześniej czy później ciężary te będą zapewnie zniżone, lecz nie można przewidzieć chwili, w której zniżenie nastąpi, gdyż, albo upadek ogólny rolników osłabi ich siły podatkowe i wywoła ulżenie ciężarów, albo też, ciężary sostaną zmniejszone przed katastrofą rolniczą. Zanim kwestya ta w jakibądź sposób będzie załatwioną, wypada radzić samym sobie, w granicach prawem nakreślonych i dla tego odwołuję się do ludzi dobrej woli, aby wskazali drogę, dla uruchomienia kapitałów, powstałych z kar i wpisów w sądach gminnych zapadłych, a leżących w depozytach. Czyli przejdą one do kas pożyczkowych gminnych, jak proponuje p. F. K., czy też w innej formie powrócą, wiejskiej społeczeństwa wiejskiego zyskać na tem może. bbox=[1516, 284, 1845, 492]
expense-total-value: rs. 770 k. 33 bbox=[337, 225, 409, 239]
article-lead: W gubernii Radomskiej bbox=[1190, 862, 1356, 875]
article-paragraph bbox=[1171, 1029, 1496, 1149]
feuilleton-paragraph: — Będę się starał to naprawić. bbox=[437, 1265, 613, 1279]
article-paragraph bbox=[69, 893, 409, 952]
feuilleton-paragraph: — Owszem, będę z przyjemnością, ale ponieważ pan z drogi, to może podać śniadanie, chciałbym wiedzieć jakiem winem mogę panu służyć? bbox=[771, 1168, 1097, 1214]
article-text: Szlachetnie i tanio... bbox=[1885, 178, 2003, 191]
article-text: Brrr... w każdym razie nie chciałbym w jego być skórze. bbox=[1171, 116, 1496, 145]
